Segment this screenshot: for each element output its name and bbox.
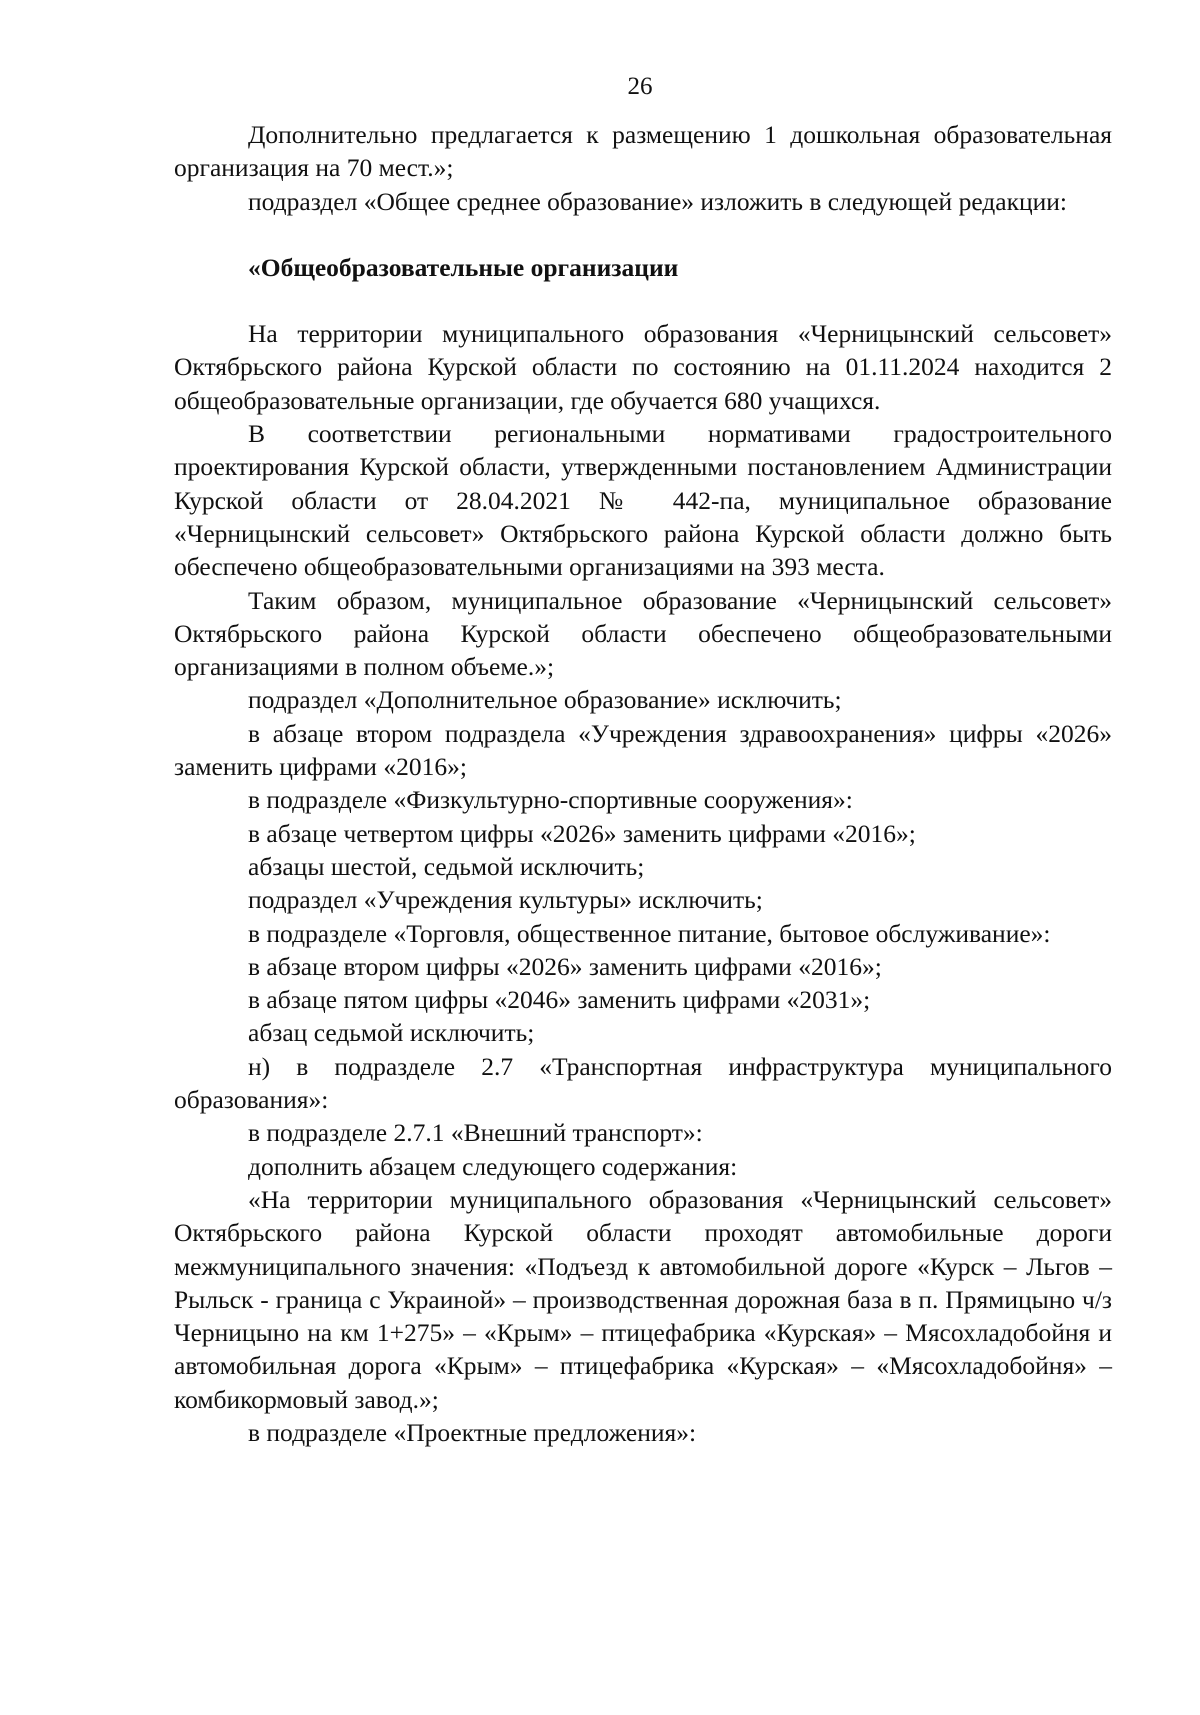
paragraph: дополнить абзацем следующего содержания: [248,1151,738,1181]
paragraph: Дополнительно предлагается к размещению 1 дошкольная образовательная организация на 70 мест.»; [174,120,1112,183]
document-body [174,118,1112,1449]
paragraph: в подразделе 2.7.1 «Внешний транспорт»: [248,1118,703,1148]
paragraph: «На территории муниципального образования «Черницынский сельсовет» Октябрьского района Курской области проходят автомобильные дороги межмуниципального значения: «Подъезд к автомобильной дороге «Курск – Льгов – Рыльск - граница с Украиной» – производственная дорожная база в п. Прямицыно ч/з Черницыно на км 1+275» – «Крым» – птицефабрика «Курская» – Мясохладобойня и автомобильная дорога «Крым» – птицефабрика «Курская» – «Мясохладобойня» – комбикормовый завод.»; [174,1184,1112,1414]
blank-line [174,284,1112,317]
section-heading: «Общеобразовательные организации [248,252,679,282]
paragraph: н) в подразделе 2.7 «Транспортная инфраструктура муниципального образования»: [174,1051,1112,1115]
page-number: 26 [627,73,653,100]
paragraph: в абзаце втором подраздела «Учреждения здравоохранения» цифры «2026» заменить цифрами «2016»; [174,718,1112,782]
paragraph: подраздел «Учреждения культуры» исключить; [248,885,763,915]
paragraph: в абзаце четвертом цифры «2026» заменить цифрами «2016»; [248,818,916,848]
paragraph: В соответствии региональными нормативами градостроительного проектирования Курской области, утвержденными постановлением Администрации Курской области от 28.04.2021 № 442-па, муниципальное образование «Черницынский сельсовет» Октябрьского района Курской области должно быть обеспечено общеобразовательными организациями на 393 места. [174,419,1112,582]
blank-line [174,218,1112,251]
paragraph: в подразделе «Физкультурно-спортивные сооружения»: [248,785,853,815]
paragraph: в абзаце втором цифры «2026» заменить цифрами «2016»; [248,951,882,981]
paragraph: абзац седьмой исключить; [248,1018,535,1048]
paragraph: подраздел «Дополнительное образование» исключить; [248,685,842,715]
paragraph: подраздел «Общее среднее образование» изложить в следующей редакции: [248,186,1068,216]
paragraph: в абзаце пятом цифры «2046» заменить цифрами «2031»; [248,985,871,1015]
paragraph: абзацы шестой, седьмой исключить; [248,851,645,881]
paragraph: Таким образом, муниципальное образование «Черницынский сельсовет» Октябрьского района Курской области обеспечено общеобразовательными организациями в полном объеме.»; [174,585,1112,682]
paragraph: в подразделе «Проектные предложения»: [248,1417,697,1447]
paragraph: На территории муниципального образования «Черницынский сельсовет» Октябрьского района Курской области по состоянию на 01.11.2024 находится 2 общеобразовательные организации, где обучается 680 учащихся. [174,319,1112,415]
paragraph: в подразделе «Торговля, общественное питание, бытовое обслуживание»: [248,918,1051,948]
